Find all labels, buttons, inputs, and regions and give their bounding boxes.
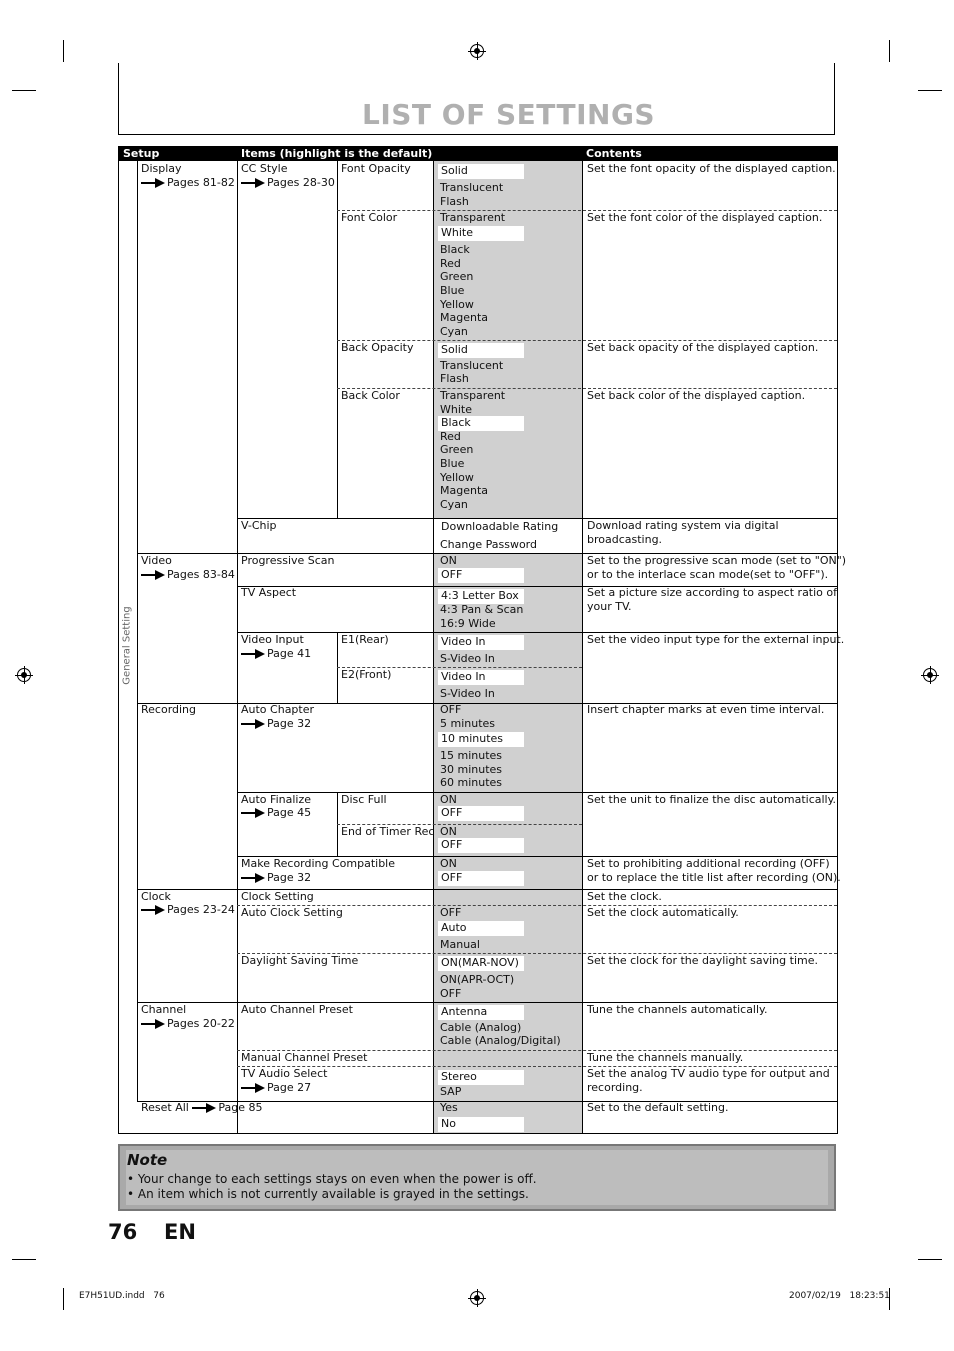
language-code: EN bbox=[164, 1220, 196, 1244]
content-text: Set back color of the displayed caption. bbox=[587, 389, 806, 402]
item-font-color: Font Color bbox=[341, 211, 398, 224]
content-text: Insert chapter marks at even time interval. bbox=[587, 703, 825, 716]
option: SAP bbox=[440, 1085, 462, 1098]
content-text: or to the interlace scan mode(set to "OFF"). bbox=[587, 568, 829, 581]
content-text: Set the analog TV audio type for output and bbox=[587, 1067, 830, 1080]
page-ref: Pages 83-84 bbox=[141, 568, 235, 582]
option: Yellow bbox=[440, 471, 474, 484]
content-text: Set the clock automatically. bbox=[587, 906, 739, 919]
option: OFF bbox=[441, 871, 463, 884]
option: Stereo bbox=[441, 1070, 477, 1083]
content-text: recording. bbox=[587, 1081, 643, 1094]
setup-reset-all: Reset All Page 85 bbox=[141, 1101, 263, 1114]
content-text: Set back opacity of the displayed caption. bbox=[587, 341, 819, 354]
option: Blue bbox=[440, 457, 465, 470]
header-contents: Contents bbox=[586, 147, 642, 160]
content-text: Set the video input type for the external input. bbox=[587, 633, 845, 646]
page-number: 76 bbox=[108, 1220, 138, 1244]
arrow-right-icon bbox=[241, 649, 265, 659]
option: Translucent bbox=[440, 359, 504, 372]
setup-display: Display bbox=[141, 162, 182, 175]
option: OFF bbox=[441, 838, 463, 851]
page-ref: Page 41 bbox=[241, 647, 311, 661]
option: Video In bbox=[441, 635, 486, 648]
option: 30 minutes bbox=[440, 763, 503, 776]
item-auto-clock: Auto Clock Setting bbox=[241, 906, 343, 919]
arrow-right-icon bbox=[241, 808, 265, 818]
setup-clock: Clock bbox=[141, 890, 171, 903]
option: Black bbox=[440, 243, 470, 256]
content-text: Set the font color of the displayed caption. bbox=[587, 211, 823, 224]
content-text: your TV. bbox=[587, 600, 632, 613]
option: Manual bbox=[440, 938, 480, 951]
content-text: Set to the default setting. bbox=[587, 1101, 729, 1114]
option: 16:9 Wide bbox=[440, 617, 496, 630]
option: Video In bbox=[441, 670, 486, 683]
option: ON bbox=[440, 825, 457, 838]
arrow-right-icon bbox=[141, 1019, 165, 1029]
option: Flash bbox=[440, 372, 469, 385]
side-label: General Setting bbox=[121, 606, 133, 685]
note-item: • An item which is not currently available is grayed in the settings. bbox=[127, 1187, 529, 1201]
page-title: LIST OF SETTINGS bbox=[362, 98, 656, 131]
option: Translucent bbox=[440, 181, 504, 194]
option: ON bbox=[440, 554, 457, 567]
setup-channel: Channel bbox=[141, 1003, 187, 1016]
item-make-compatible: Make Recording Compatible bbox=[241, 857, 396, 870]
option: ON bbox=[440, 793, 457, 806]
item-v-chip: V-Chip bbox=[241, 519, 277, 532]
item-auto-finalize: Auto Finalize bbox=[241, 793, 311, 806]
page-ref: Page 32 bbox=[241, 717, 311, 731]
content-text: Set the unit to finalize the disc automatically. bbox=[587, 793, 837, 806]
arrow-right-icon bbox=[241, 1083, 265, 1093]
option: 4:3 Pan & Scan bbox=[440, 603, 524, 616]
item-tv-aspect: TV Aspect bbox=[241, 586, 297, 599]
item-auto-chapter: Auto Chapter bbox=[241, 703, 315, 716]
item-back-color: Back Color bbox=[341, 389, 400, 402]
setup-video: Video bbox=[141, 554, 172, 567]
content-text: Set to the progressive scan mode (set to "ON") bbox=[587, 554, 847, 567]
footer-timestamp: 2007/02/19 18:23:51 bbox=[789, 1291, 890, 1301]
item-video-input: Video Input bbox=[241, 633, 304, 646]
option: OFF bbox=[441, 568, 463, 581]
registration-mark-icon bbox=[470, 44, 484, 58]
registration-mark-icon bbox=[923, 668, 937, 682]
setup-recording: Recording bbox=[141, 703, 197, 716]
content-text: Download rating system via digital bbox=[587, 519, 779, 532]
option: No bbox=[441, 1117, 456, 1130]
option: Cable (Analog) bbox=[440, 1021, 522, 1034]
item-disc-full: Disc Full bbox=[341, 793, 387, 806]
content-text: Set a picture size according to aspect ratio of bbox=[587, 586, 838, 599]
item-auto-channel: Auto Channel Preset bbox=[241, 1003, 353, 1016]
page-ref: Pages 81-82 bbox=[141, 176, 235, 190]
option: OFF bbox=[440, 906, 462, 919]
option: Yellow bbox=[440, 298, 474, 311]
header-setup: Setup bbox=[123, 147, 160, 160]
option: Magenta bbox=[440, 311, 489, 324]
option: Magenta bbox=[440, 484, 489, 497]
page-ref: Page 32 bbox=[241, 871, 311, 885]
item-font-opacity: Font Opacity bbox=[341, 162, 411, 175]
option: Green bbox=[440, 270, 474, 283]
option: Blue bbox=[440, 284, 465, 297]
option: Red bbox=[440, 430, 461, 443]
content-text: or to replace the title list after recording (ON). bbox=[587, 871, 841, 884]
note-item: • Your change to each settings stays on even when the power is off. bbox=[127, 1172, 537, 1186]
option: Transparent bbox=[440, 211, 506, 224]
arrow-right-icon bbox=[241, 178, 265, 188]
option: Green bbox=[440, 443, 474, 456]
option: 4:3 Letter Box bbox=[441, 589, 519, 602]
registration-mark-icon bbox=[470, 1291, 484, 1305]
footer-file: E7H51UD.indd 76 bbox=[79, 1291, 165, 1301]
option: Cable (Analog/Digital) bbox=[440, 1034, 561, 1047]
option: Flash bbox=[440, 195, 469, 208]
option: Black bbox=[441, 416, 471, 429]
option: Red bbox=[440, 257, 461, 270]
item-end-timer: End of Timer Rec bbox=[341, 825, 435, 838]
item-e2-front: E2(Front) bbox=[341, 668, 392, 681]
page-ref: Page 27 bbox=[241, 1081, 311, 1095]
arrow-right-icon bbox=[141, 905, 165, 915]
option: S-Video In bbox=[440, 687, 495, 700]
option: White bbox=[441, 226, 473, 239]
option: Solid bbox=[441, 164, 468, 177]
page-ref: Pages 20-22 bbox=[141, 1017, 235, 1031]
content-text: Set the clock for the daylight saving time. bbox=[587, 954, 818, 967]
header-items: Items (highlight is the default) bbox=[241, 147, 433, 160]
option: Transparent bbox=[440, 389, 506, 402]
registration-mark-icon bbox=[17, 668, 31, 682]
option: Yes bbox=[440, 1101, 458, 1114]
option: Antenna bbox=[441, 1005, 488, 1018]
item-clock-setting: Clock Setting bbox=[241, 890, 314, 903]
item-progressive-scan: Progressive Scan bbox=[241, 554, 335, 567]
option: 15 minutes bbox=[440, 749, 503, 762]
page-ref: Pages 23-24 bbox=[141, 903, 235, 917]
content-text: Tune the channels manually. bbox=[587, 1051, 744, 1064]
option: OFF bbox=[441, 806, 463, 819]
content-text: Tune the channels automatically. bbox=[587, 1003, 768, 1016]
item-e1-rear: E1(Rear) bbox=[341, 633, 389, 646]
item-cc-style: CC Style bbox=[241, 162, 288, 175]
option: 5 minutes bbox=[440, 717, 496, 730]
option: ON(APR-OCT) bbox=[440, 973, 515, 986]
content-text: Set to prohibiting additional recording (OFF) bbox=[587, 857, 830, 870]
page-ref: Page 45 bbox=[241, 806, 311, 820]
option: Change Password bbox=[440, 538, 537, 551]
option: OFF bbox=[440, 987, 462, 1000]
page-ref: Pages 28-30 bbox=[241, 176, 335, 190]
item-tv-audio: TV Audio Select bbox=[241, 1067, 328, 1080]
option: 60 minutes bbox=[440, 776, 503, 789]
option: Cyan bbox=[440, 325, 468, 338]
content-text: Set the font opacity of the displayed caption. bbox=[587, 162, 836, 175]
option: ON bbox=[440, 857, 457, 870]
content-text: Set the clock. bbox=[587, 890, 662, 903]
option: Cyan bbox=[440, 498, 468, 511]
option: ON(MAR-NOV) bbox=[441, 956, 519, 969]
option: White bbox=[440, 403, 472, 416]
option: Solid bbox=[441, 343, 468, 356]
option: Auto bbox=[441, 921, 467, 934]
item-manual-channel: Manual Channel Preset bbox=[241, 1051, 368, 1064]
option: Downloadable Rating bbox=[441, 520, 559, 533]
arrow-right-icon bbox=[241, 873, 265, 883]
note-title: Note bbox=[127, 1151, 168, 1169]
option: 10 minutes bbox=[441, 732, 504, 745]
arrow-right-icon bbox=[192, 1103, 216, 1113]
option: OFF bbox=[440, 703, 462, 716]
arrow-right-icon bbox=[141, 178, 165, 188]
option: S-Video In bbox=[440, 652, 495, 665]
arrow-right-icon bbox=[141, 570, 165, 580]
content-text: broadcasting. bbox=[587, 533, 663, 546]
arrow-right-icon bbox=[241, 719, 265, 729]
item-daylight: Daylight Saving Time bbox=[241, 954, 359, 967]
item-back-opacity: Back Opacity bbox=[341, 341, 414, 354]
